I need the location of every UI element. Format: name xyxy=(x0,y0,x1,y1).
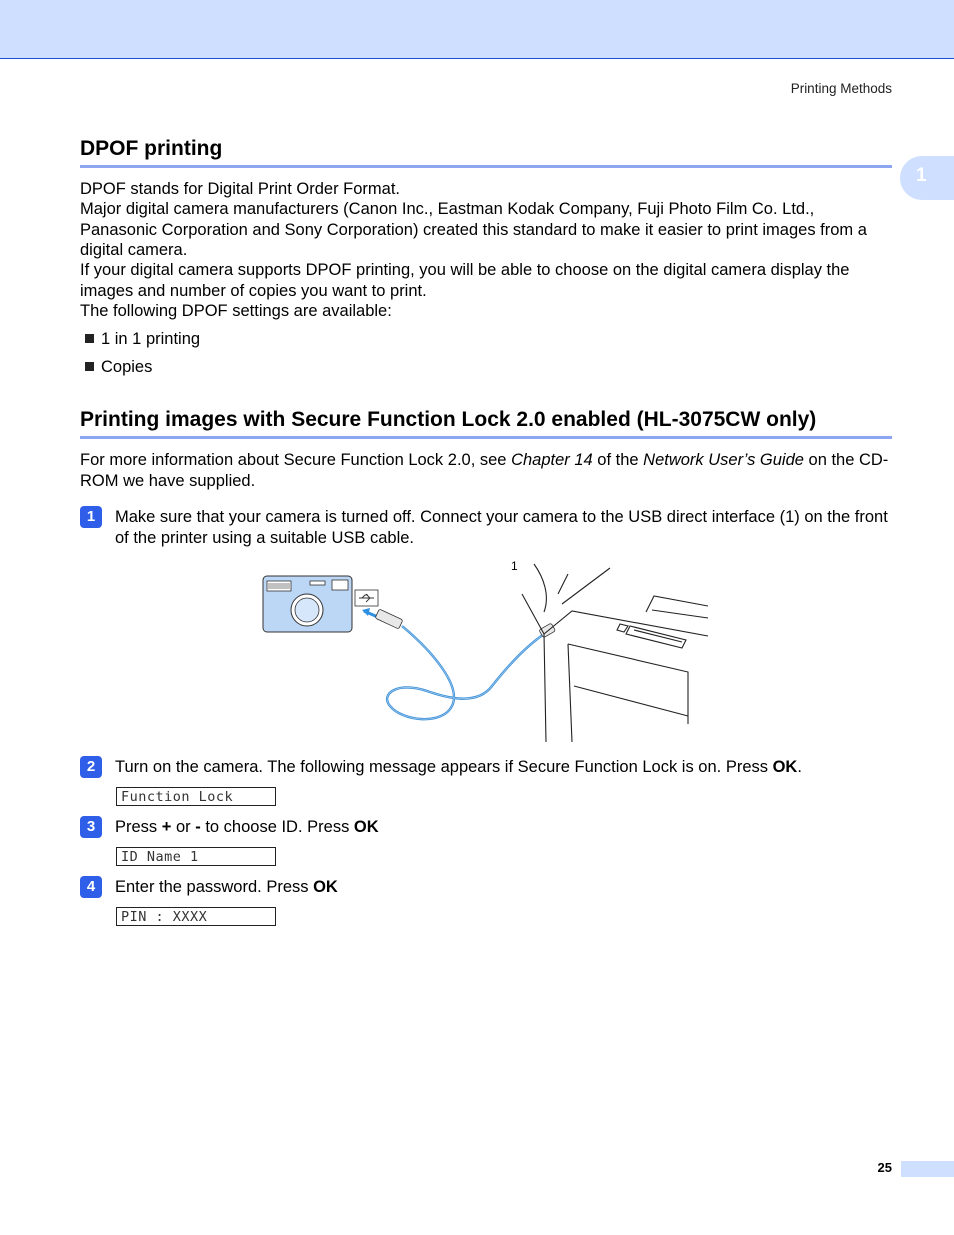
step-2-text: Turn on the camera. The following message appears if Secure Function Lock is on. Press OK. xyxy=(115,758,802,776)
step-3-badge: 3 xyxy=(80,816,102,838)
step-3-text: Press + or - to choose ID. Press OK xyxy=(115,818,379,836)
bullet-item xyxy=(85,358,152,377)
chapter-reference: Chapter 14 xyxy=(511,451,593,469)
chapter-tab-number: 1 xyxy=(916,165,927,186)
ok-key: OK xyxy=(353,818,379,836)
step-4-text: Enter the password. Press OK xyxy=(115,878,338,896)
section-rule xyxy=(80,165,892,168)
minus-key: - xyxy=(195,818,201,836)
chapter-tab xyxy=(900,156,954,200)
step-1-text: Make sure that your camera is turned off. Connect your camera to the USB direct interface (1) on the front of the printer using a suitable USB cable. xyxy=(115,508,888,547)
section-title-dpof: DPOF printing xyxy=(80,137,223,160)
step-1-badge: 1 xyxy=(80,506,102,528)
lcd-display: PIN : XXXX xyxy=(116,907,276,926)
paragraph: If your digital camera supports DPOF printing, you will be able to choose on the digital camera display the images and number of copies you want to print. xyxy=(80,261,850,300)
page-number: 25 xyxy=(877,1160,892,1175)
square-bullet-icon xyxy=(85,362,94,371)
paragraph: The following DPOF settings are available: xyxy=(80,302,392,320)
printer-illustration xyxy=(522,564,708,742)
camera-icon xyxy=(263,576,352,632)
plus-key: + xyxy=(161,818,172,836)
ok-key: OK xyxy=(772,758,798,776)
figure-callout: 1 xyxy=(511,559,518,573)
paragraph: DPOF stands for Digital Print Order Format. xyxy=(80,180,401,198)
bullet-label: 1 in 1 printing xyxy=(101,330,201,348)
usb-connection-illustration xyxy=(262,556,712,742)
step-4-badge: 4 xyxy=(80,876,102,898)
running-head: Printing Methods xyxy=(790,81,892,96)
usb-icon xyxy=(355,590,378,606)
footer-band xyxy=(901,1161,954,1177)
usb-cable xyxy=(375,609,555,719)
lcd-display: ID Name 1 xyxy=(116,847,276,866)
paragraph: Major digital camera manufacturers (Canon Inc., Eastman Kodak Company, Fuji Photo Film Co. Ltd., Panasonic Corporation and Sony Corporation) created this standard to make it easier to print images from a digital camera. xyxy=(80,200,867,259)
intro-paragraph: For more information about Secure Function Lock 2.0, see Chapter 14 of the Network User’s Guide on the CD-ROM we have supplied. xyxy=(80,451,889,490)
square-bullet-icon xyxy=(85,334,94,343)
guide-reference: Network User’s Guide xyxy=(643,451,804,469)
step-2-badge: 2 xyxy=(80,756,102,778)
lcd-display: Function Lock xyxy=(116,787,276,806)
section-title-secure-function-lock: Printing images with Secure Function Lock 2.0 enabled (HL-3075CW only) xyxy=(80,408,817,431)
section-rule xyxy=(80,436,892,439)
bullet-label: Copies xyxy=(101,358,153,376)
ok-key: OK xyxy=(313,878,338,896)
header-band xyxy=(0,0,954,59)
bullet-item xyxy=(85,330,200,349)
